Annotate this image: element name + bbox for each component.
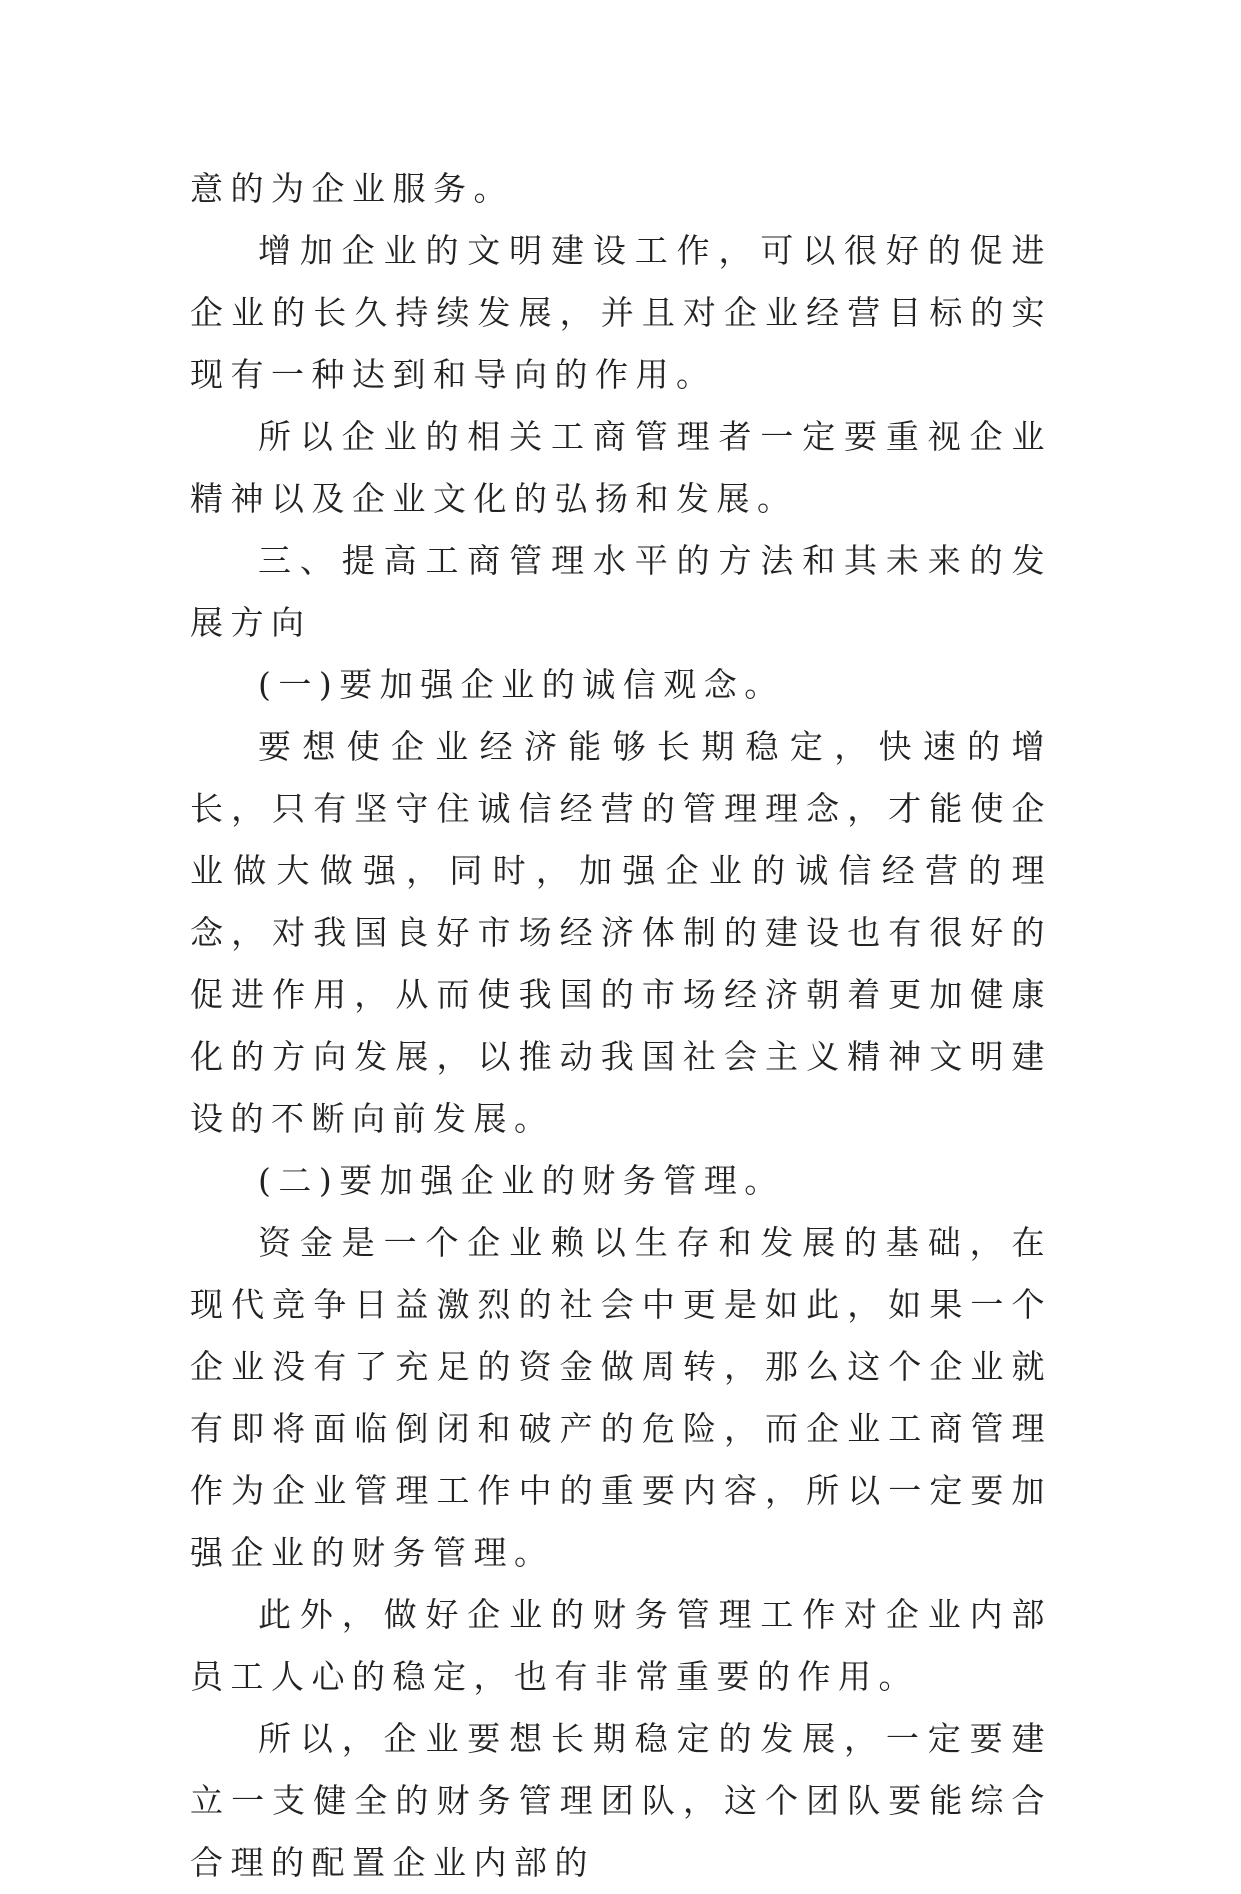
- paragraph-6: 此外，做好企业的财务管理工作对企业内部员工人心的稳定，也有非常重要的作用。: [190, 1595, 1052, 1696]
- subheading-1: (一)要加强企业的诚信观念。: [258, 665, 785, 704]
- paragraph-3: 所以企业的相关工商管理者一定要重视企业精神以及企业文化的弘扬和发展。: [190, 417, 1052, 518]
- subheading-2: (二)要加强企业的财务管理。: [258, 1161, 785, 1200]
- section-heading: 三、提高工商管理水平的方法和其未来的发展方向: [190, 541, 1052, 642]
- paragraph-2: 增加企业的文明建设工作，可以很好的促进企业的长久持续发展，并且对企业经营目标的实现有一种达到和导向的作用。: [190, 231, 1052, 394]
- paragraph-1: 意的为企业服务。: [190, 169, 514, 208]
- document-body: [190, 158, 1052, 1894]
- paragraph-5: 资金是一个企业赖以生存和发展的基础，在现代竞争日益激烈的社会中更是如此，如果一个企业没有了充足的资金做周转，那么这个企业就有即将面临倒闭和破产的危险，而企业工商管理作为企业管理工作中的重要内容，所以一定要加强企业的财务管理。: [190, 1223, 1052, 1572]
- paragraph-7: 所以，企业要想长期稳定的发展，一定要建立一支健全的财务管理团队，这个团队要能综合合理的配置企业内部的: [190, 1719, 1052, 1882]
- paragraph-4: 要想使企业经济能够长期稳定，快速的增长，只有坚守住诚信经营的管理理念，才能使企业做大做强，同时，加强企业的诚信经营的理念，对我国良好市场经济体制的建设也有很好的促进作用，从而使我国的市场经济朝着更加健康化的方向发展，以推动我国社会主义精神文明建设的不断向前发展。: [190, 727, 1052, 1138]
